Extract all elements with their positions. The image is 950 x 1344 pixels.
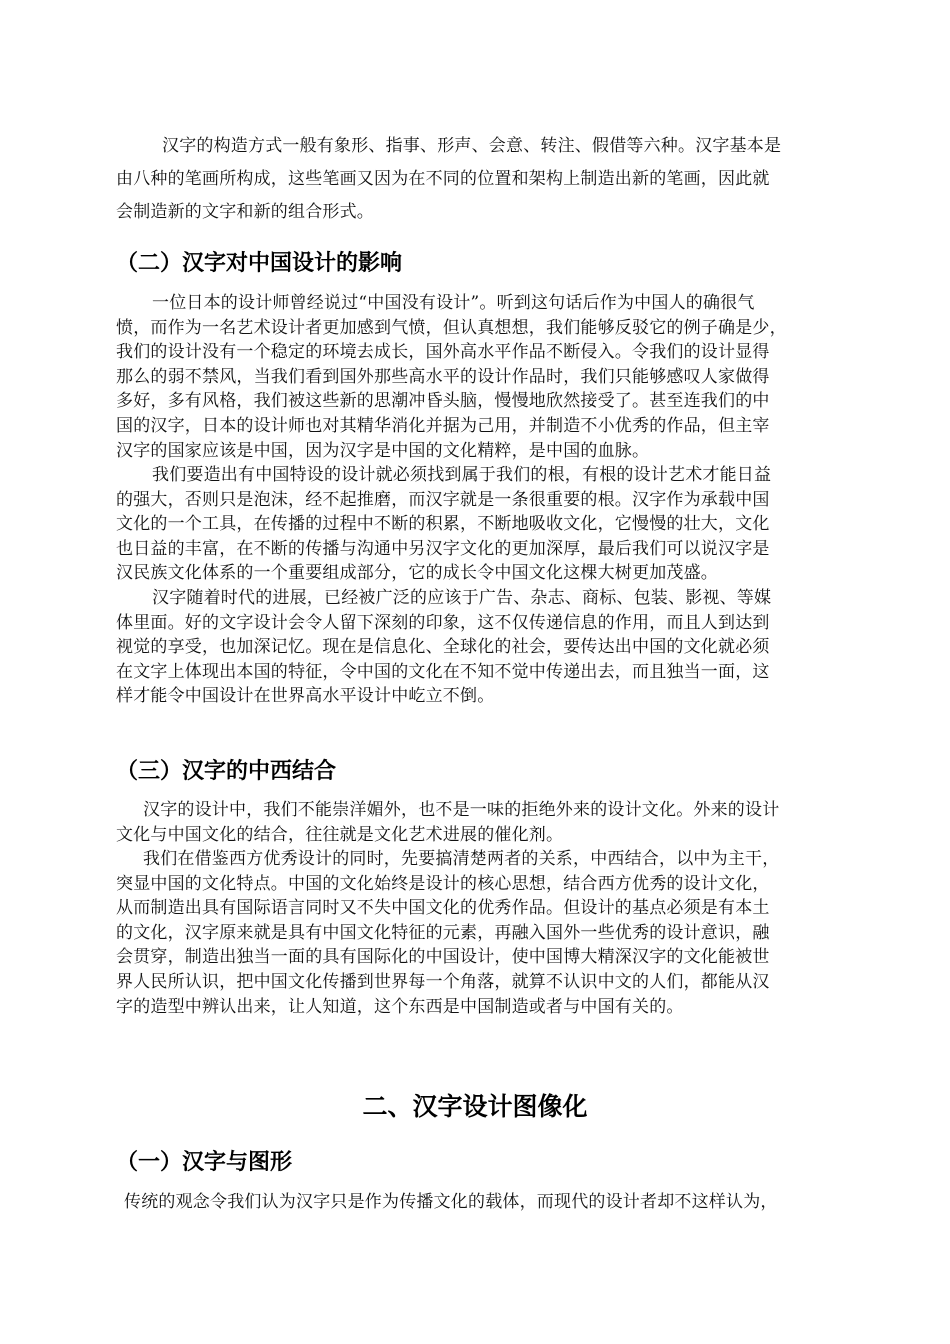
text-line: 会制造新的文字和新的组合形式。 (116, 202, 374, 222)
text-line: 也日益的丰富，在不断的传播与沟通中另汉字文化的更加深厚，最后我们可以说汉字是 (116, 538, 770, 559)
text-line: 文化与中国文化的结合，往往就是文化艺术进展的催化剂。 (116, 824, 564, 845)
section3-paragraph-1 (116, 798, 779, 847)
text-line: 样才能令中国设计在世界高水平设计中屹立不倒。 (116, 686, 495, 707)
text-line: 汉民族文化体系的一个重要组成部分，它的成长令中国文化这棵大树更加茂盛。 (116, 563, 718, 584)
text-line: 汉字随着时代的进展，已经被广泛的应该于广告、杂志、商标、包装、影视、等媒 (152, 588, 772, 608)
text-line: 汉字的设计中，我们不能崇洋媚外，也不是一味的拒绝外来的设计文化。外来的设计 (143, 800, 780, 820)
text-line: 多好，多有风格，我们被这些新的思潮冲昏头脑，慢慢地欣然接受了。甚至连我们的中 (116, 391, 770, 412)
text-line: 愤，而作为一名艺术设计者更加感到气愤，但认真想想，我们能够反驳它的例子确是少， (116, 317, 787, 338)
text-line: 我们在借鉴西方优秀设计的同时，先要搞清楚两者的关系，中西结合，以中为主干， (143, 849, 780, 869)
chapter2-paragraph-1 (116, 1190, 778, 1215)
text-line: 我们要造出有中国特设的设计就必须找到属于我们的根，有根的设计艺术才能日益 (152, 465, 772, 485)
text-line: 会贯穿，制造出独当一面的具有国际化的中国设计，使中国博大精深汉字的文化能被世 (116, 947, 770, 968)
section3-paragraph-2 (116, 847, 779, 1019)
text-line: 的强大，否则只是泡沫，经不起推磨，而汉字就是一条很重要的根。汉字作为承载中国 (116, 489, 770, 510)
text-line: 我们的设计没有一个稳定的环境去成长，国外高水平作品不断侵入。令我们的设计显得 (116, 342, 770, 363)
text-line: 汉字的构造方式一般有象形、指事、形声、会意、转注、假借等六种。汉字基本是 (162, 136, 782, 156)
text-line: 文化的一个工具，在传播的过程中不断的积累，不断地吸收文化，它慢慢的壮大，文化 (116, 514, 770, 535)
text-line: 传统的观念令我们认为汉字只是作为传播文化的载体，而现代的设计者却不这样认为， (124, 1192, 778, 1212)
chapter-title: 二、汉字设计图像化 (362, 1092, 588, 1121)
text-line: 的文化，汉字原来就是具有中国文化特征的元素，再融入国外一些优秀的设计意识，融 (116, 922, 770, 943)
text-line: 由八种的笔画所构成，这些笔画又因为在不同的位置和架构上制造出新的笔画，因此就 (116, 169, 770, 189)
text-line: 视觉的享受，也加深记忆。现在是信息化、全球化的社会，要传达出中国的文化就必须 (116, 637, 770, 658)
intro-paragraph (116, 130, 781, 229)
text-line: 在文字上体现出本国的特征，令中国的文化在不知不觉中传递出去，而且独当一面，这 (116, 661, 770, 682)
text-line: 国的汉字，日本的设计师也对其精华消化并据为己用，并制造不小优秀的作品，但主宰 (116, 415, 770, 436)
text-line: 那么的弱不禁风，当我们看到国外那些高水平的设计作品时，我们只能够感叹人家做得 (116, 366, 770, 387)
text-line: 界人民所认识，把中国文化传播到世界每一个角落，就算不认识中文的人们，都能从汉 (116, 971, 770, 992)
section2-paragraph-2 (116, 463, 771, 586)
text-line: 突显中国的文化特点。中国的文化始终是设计的核心思想，结合西方优秀的设计文化， (116, 873, 770, 894)
text-line: 体里面。好的文字设计会令人留下深刻的印象，这不仅传递信息的作用，而且人到达到 (116, 612, 770, 633)
text-line: 一位日本的设计师曾经说过“中国没有设计”。听到这句话后作为中国人的确很气 (152, 293, 755, 313)
section2-paragraph-3 (116, 586, 771, 709)
section-heading: （二）汉字对中国设计的影响 (116, 251, 403, 276)
section-heading: （三）汉字的中西结合 (116, 759, 337, 784)
section-heading: （一）汉字与图形 (116, 1150, 293, 1175)
section2-paragraph-1 (116, 291, 787, 463)
text-line: 字的造型中辨认出来，让人知道，这个东西是中国制造或者与中国有关的。 (116, 996, 684, 1017)
text-line: 从而制造出具有国际语言同时又不失中国文化的优秀作品。但设计的基点必须是有本土 (116, 898, 770, 919)
text-line: 汉字的国家应该是中国，因为汉字是中国的文化精粹，是中国的血脉。 (116, 440, 650, 461)
